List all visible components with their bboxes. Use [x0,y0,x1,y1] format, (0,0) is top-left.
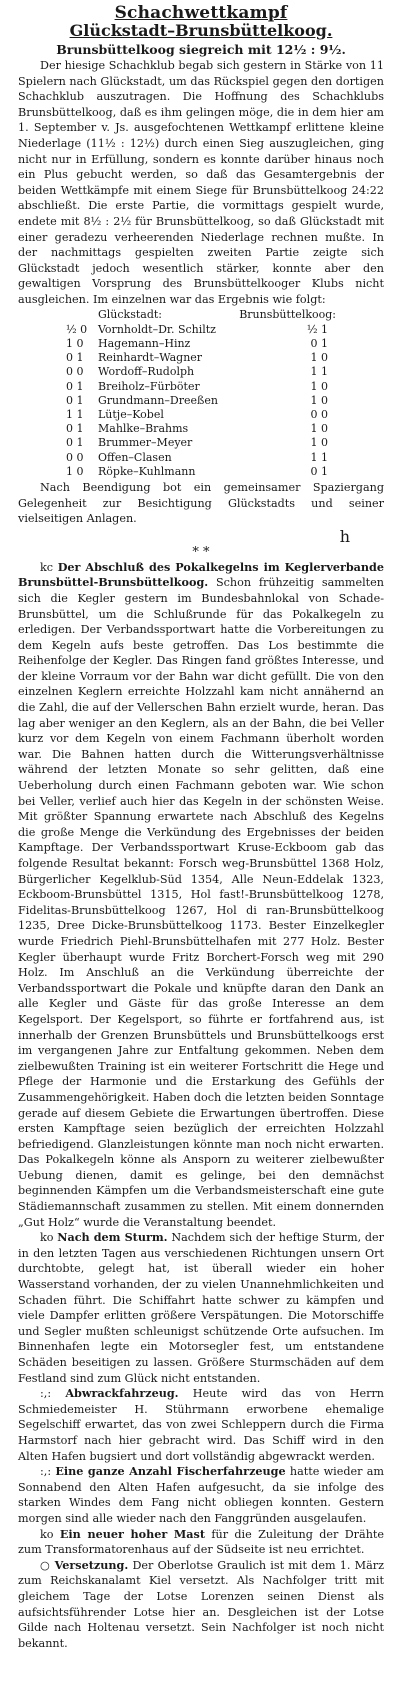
article-lead: Der Abschluß des Pokalkegelns im Keglerverbande Brunsbüttel-Brunsbüttelkoog. [18,559,384,590]
mast-article [18,1527,384,1558]
subheadline: Brunsbüttelkoog siegreich mit 12½ : 9½. [56,42,346,57]
glueckstadt-score: 0 1 [66,422,84,436]
glueckstadt-score: 1 0 [66,464,84,478]
article-text: hatte wieder am Sonnabend den Alten Hafen aufgesucht, da sie infolge des starken Windes dem Fang nicht obliegen konnten. Gestern morgen sind alle wieder nach den Fanggründen ausgelaufen. [18,1465,384,1525]
paragraph [18,1558,384,1652]
source-mark: ko [40,1231,54,1245]
fishing-article [18,1464,384,1526]
table-row [18,323,384,337]
author-signature: h [339,526,350,546]
article-lead: Nach dem Sturm. [57,1230,168,1245]
results-table [18,308,384,479]
glueckstadt-score: 0 1 [66,351,84,365]
source-mark: :,: [40,1387,52,1401]
table-row [18,436,384,450]
glueckstadt-score: 0 0 [66,365,84,379]
player-pair: Brummer–Meyer [98,436,193,450]
wreck-article [18,1386,384,1464]
paragraph [18,1386,384,1464]
article-text: Heute wird das von Herrn Schmiedemeister H. Stührmann erworbene ehemalige Segelschiff erwartet, das von zwei Schleppern durch die Firma Harmstorf nach hier gebracht wird. Das Schiff wird in den Alten Hafen bugsiert und dort vollständig abgewrackt werden. [18,1387,385,1463]
brunsbuettelkoog-score: ½ 1 [306,322,328,336]
paragraph [18,1527,384,1558]
player-pair: Reinhardt–Wagner [98,351,203,365]
table-row [18,351,384,365]
source-mark: kc [40,560,54,574]
glueckstadt-score: 0 1 [66,436,84,450]
table-row [18,337,384,351]
source-mark: ko [40,1527,54,1541]
article-lead: Abwrackfahrzeug. [65,1386,179,1401]
chess-article [18,4,384,546]
player-pair: Offen–Clasen [98,450,172,464]
source-mark: :,: [40,1465,52,1479]
table-header-right: Brunsbüttelkoog: [239,307,336,321]
table-header-left: Glückstadt: [98,307,163,321]
brunsbuettelkoog-score: 1 0 [310,422,328,436]
table-row [18,422,384,436]
paragraph [18,560,384,1231]
table-row [18,451,384,465]
headline-2: Glückstadt–Brunsbüttelkoog. [69,21,333,40]
glueckstadt-score: 1 1 [66,407,84,421]
brunsbuettelkoog-score: 0 1 [310,464,328,478]
brunsbuettelkoog-score: 0 1 [310,336,328,350]
table-row [18,365,384,379]
transfer-article [18,1558,384,1652]
article-text: Der Oberlotse Graulich ist mit dem 1. März zum Reichskanalamt Kiel versetzt. Als Nachfolger tritt mit gleichem Tage der Lotse Lorenzen seinen Dienst als aufsichtsführender Lotse hier an. Desgleichen ist der Lotse Gilde nach Holtenau versetzt. Sein Nachfolger ist noch nicht bekannt. [18,1558,385,1650]
paragraph: Der hiesige Schachklub begab sich gestern in Stärke von 11 Spielern nach Glückstadt, um das Rückspiel gegen den dortigen Schachklub auszutragen. Die Hoffnung des Schachklubs Brunsbüttelkoog, daß es ihm gelingen möge, die in dem hier am 1. September v. Js. ausgefochtenen Wettkampf erlittene kleine Niederlage (11½ : 12½) durch einen Sieg auszugleichen, ging nicht nur in Erfüllung, sondern es konnte darüber hinaus noch ein Plus gebucht werden, so daß das Gesamtergebnis der beiden Wettkämpfe mit einem Siege für Brunsbüttelkoog 24:22 abschließt. Die erste Partie, die vormittags gespielt wurde, endete mit 8½ : 2½ für Brunsbüttelkoog, so daß Glückstadt mit einer geradezu verheerenden Niederlage rechnen mußte. In der nachmittags gespielten zweiten Partie zeigte sich Glückstadt jedoch wesentlich stärker, konnte aber den gewaltigen Vorsprung des Brunsbüttelkooger Klubs nicht ausgleichen. Im einzelnen war das Ergebnis wie folgt: [18,59,384,306]
brunsbuettelkoog-score: 1 0 [310,351,328,365]
player-pair: Vornholdt–Dr. Schiltz [98,322,216,336]
glueckstadt-score: 0 0 [66,450,84,464]
brunsbuettelkoog-score: 1 0 [310,379,328,393]
brunsbuettelkoog-score: 1 0 [310,393,328,407]
player-pair: Wordoff–Rudolph [98,365,195,379]
article-text: Schon frühzeitig sammelten sich die Kegler gestern im Bundesbahnlokal von Schade-Brunsbüttel, um die Schlußrunde für das Pokalkegeln zu erledigen. Der Verbandssportwart hatte die Vorbereitungen zu dem Kegeln aufs beste getroffen. Das Los bestimmte die Reihenfolge der Kegler. Das Ringen fand größtes Interesse, und der kleine Vorraum vor der Bahn war dicht gefüllt. Die von den einzelnen Keglern erreichte Holzzahl kam nicht annähernd an die Zahl, die auf der Vellerschen Bahn erzielt wurde, heran. Das lag aber weniger an den Keglern, als an der Bahn, die bei Veller kurz vor dem Kegeln von einem Fachmann überholt worden war. Die Bahnen hatten durch die Witterungsverhältnisse während der letzten Monate so sehr gelitten, daß eine Ueberholung durch einen Fachmann geboten war. Wie schon bei Veller, verlief auch hier das Kegeln in der schönsten Weise. Mit größter Spannung erwartete nach Abschluß des Kegelns die große Menge die Verkündung des Ergebnisses der beiden Kampftage. Der Verbandssportwart Kruse-Eckboom gab das folgende Resultat bekannt: Forsch weg-Brunsbüttel 1368 Holz, Bürgerlicher Kegelklub-Süd 1354, Alle Neun-Eddelak 1323, Eckboom-Brunsbüttel 1315, Hol fast!-Brunsbüttelkoog 1278, Fidelitas-Brunsbüttelkoog 1267, Hol di ran-Brunsbüttelkoog 1235, Dree Dicke-Brunsbüttelkoog 1173. Bester Einzelkegler wurde Friedrich Piehl-Brunsbüttelhafen mit 277 Holz. Bester Kegler überhaupt wurde Fritz Borchert-Forsch weg mit 290 Holz. Im Anschluß an die Verkündung überreichte der Verbandssportwart die Pokale und knüpfte daran den Dank an alle Kegler und Gäste für das große Interesse an dem Kegelsport. Der Kegelsport, so führte er fortfahrend aus, ist innerhalb der Grenzen Brunsbüttels und Brunsbüttelkoogs erst im vergangenen Jahre zur Entfaltung gekommen. Neben dem zielbewußten Training ist ein weiterer Fortschritt die Hege und Pflege der Harmonie und die Erstarkung des Gefühls der Zusammengehörigkeit. Haben doch die letzten beiden Sonntage gerade auf diesem Gebiete die Erwartungen übertroffen. Diese ersten Kampftage seien bezüglich der erreichten Holzzahl befriedigend. Glanzleistungen könnte man noch nicht erwarten. Das Pokalkegeln könne als Ansporn zu weiterer zielbewußter Uebung dienen, damit es gelinge, bei den demnächst beginnenden Kämpfen um die Verbandsmeisterschaft eine gute Städiemannschaft zusammen zu stellen. Mit einem donnernden „Gut Holz“ wurde die Veranstaltung beendet. [18,576,384,1229]
article-lead: Versetzung. [54,1557,129,1572]
paragraph [18,1230,384,1386]
player-pair: Mahlke–Brahms [98,422,189,436]
article-text: für die Zuleitung der Drähte zum Transformatorenhaus auf der Südseite ist neu errichtet. [18,1527,385,1557]
brunsbuettelkoog-score: 1 1 [310,450,328,464]
table-row [18,394,384,408]
section-divider: * * [192,544,210,560]
glueckstadt-score: ½ 0 [66,322,88,336]
brunsbuettelkoog-score: 1 1 [310,365,328,379]
player-pair: Hagemann–Hinz [98,336,191,350]
player-pair: Lütje–Kobel [98,407,164,421]
paragraph: Nach Beendigung bot ein gemeinsamer Spaziergang Gelegenheit zur Besichtigung Glückstadts und seiner vielseitigen Anlagen. [18,480,384,526]
brunsbuettelkoog-score: 0 0 [310,407,328,421]
storm-article [18,1230,384,1386]
glueckstadt-score: 0 1 [66,379,84,393]
article-lead: Ein neuer hoher Mast [59,1526,206,1541]
glueckstadt-score: 0 1 [66,393,84,407]
headline: Schachwettkampf [114,3,288,23]
article-text: Nachdem sich der heftige Sturm, der in den letzten Tagen aus verschiedenen Richtungen unsern Ort durchtobte, gelegt hat, ist überall wieder ein hoher Wasserstand vorhanden, der zu vielen Unannehmlichkeiten und Schaden führt. Die Schiffahrt hatte schwer zu kämpfen und viele Dampfer erlitten größere Verspätungen. Die Motorschiffe und Segler mußten schleunigst schützende Orte aufsuchen. Im Binnenhafen legte ein Motorsegler fest, um entstandene Schäden beseitigen zu lassen. Größere Sturmschäden auf dem Festland sind zum Glück nicht entstanden. [18,1231,385,1385]
source-mark: ○ [40,1558,51,1572]
player-pair: Röpke–Kuhlmann [98,464,196,478]
table-row [18,408,384,422]
table-row [18,380,384,394]
player-pair: Breiholz–Fürböter [98,379,200,393]
table-row [18,465,384,479]
brunsbuettelkoog-score: 1 0 [310,436,328,450]
article-lead: Eine ganze Anzahl Fischerfahrzeuge [55,1464,286,1479]
player-pair: Grundmann–Dreeßen [98,393,218,407]
kegel-article [18,560,384,1231]
glueckstadt-score: 1 0 [66,336,84,350]
paragraph [18,1464,384,1526]
